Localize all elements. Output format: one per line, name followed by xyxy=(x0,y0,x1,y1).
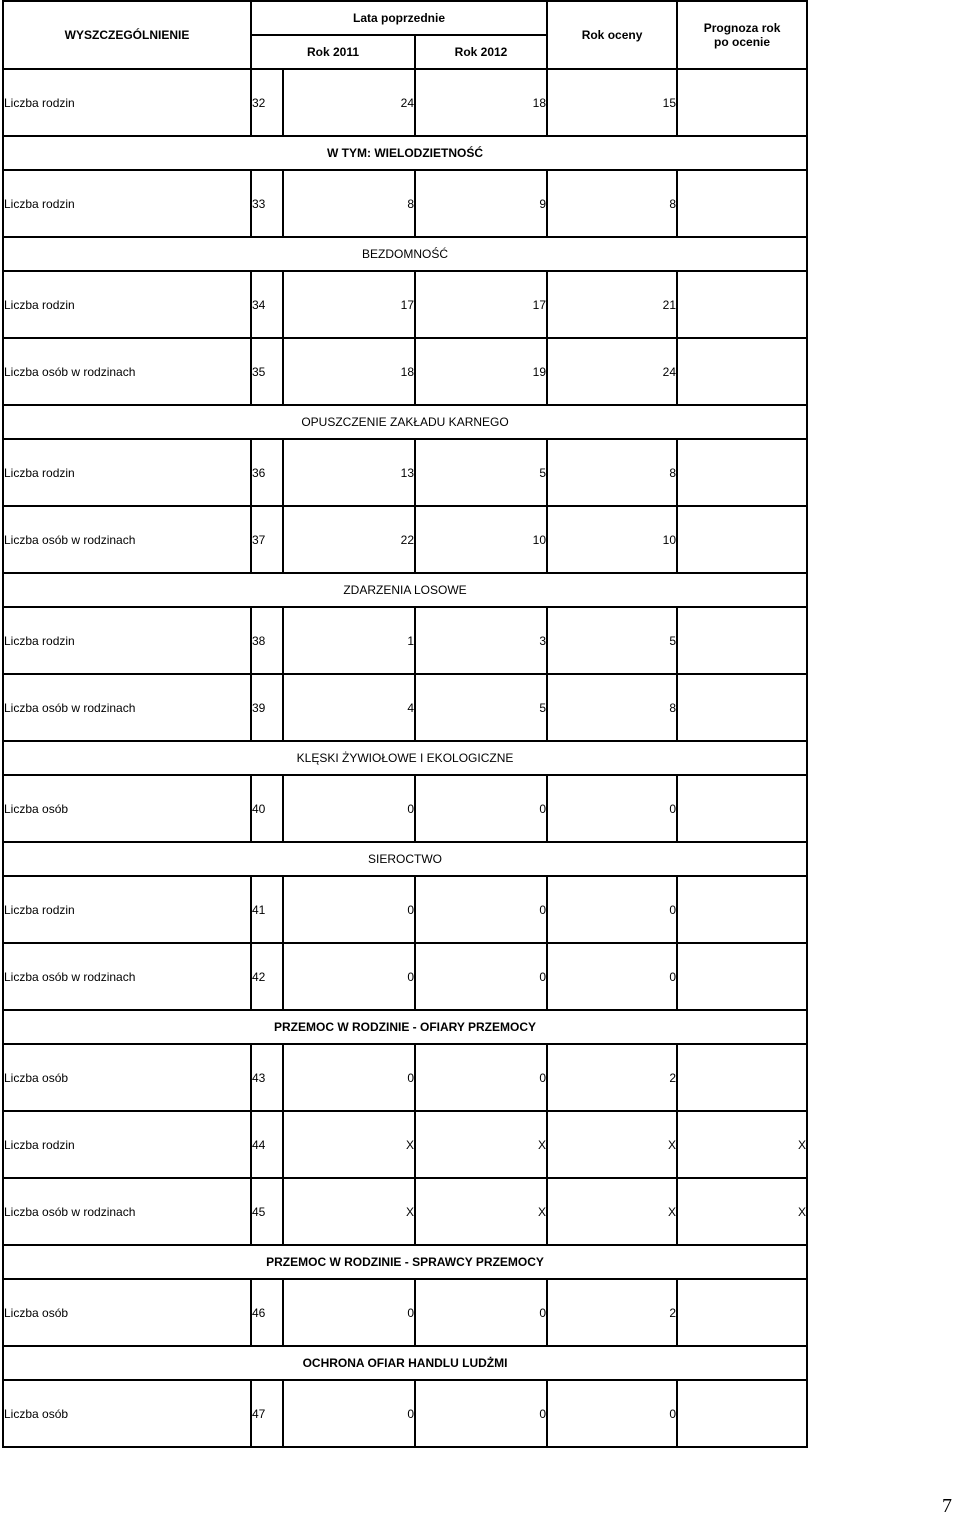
value-forecast xyxy=(677,1044,807,1111)
row-number: 38 xyxy=(251,607,283,674)
value-forecast xyxy=(677,506,807,573)
header-year-2011: Rok 2011 xyxy=(251,35,415,69)
row-number: 46 xyxy=(251,1279,283,1346)
row-label: Liczba osób w rodzinach xyxy=(3,943,251,1010)
value-2011: X xyxy=(283,1178,415,1245)
value-evaluation-year: 0 xyxy=(547,876,677,943)
row-label: Liczba rodzin xyxy=(3,607,251,674)
header-forecast-line1: Prognoza rok xyxy=(703,21,781,35)
section-row xyxy=(3,136,807,170)
value-2012: X xyxy=(415,1111,547,1178)
row-label: Liczba rodzin xyxy=(3,876,251,943)
value-forecast: X xyxy=(677,1178,807,1245)
table-row xyxy=(3,439,807,506)
section-title: ZDARZENIA LOSOWE xyxy=(3,573,807,607)
table-header xyxy=(3,1,807,69)
section-row xyxy=(3,1245,807,1279)
value-forecast xyxy=(677,943,807,1010)
section-title: OPUSZCZENIE ZAKŁADU KARNEGO xyxy=(3,405,807,439)
row-number: 43 xyxy=(251,1044,283,1111)
value-2012: 0 xyxy=(415,1279,547,1346)
row-number: 35 xyxy=(251,338,283,405)
value-evaluation-year: X xyxy=(547,1111,677,1178)
row-label: Liczba rodzin xyxy=(3,69,251,136)
table-row xyxy=(3,170,807,237)
value-evaluation-year: 8 xyxy=(547,674,677,741)
row-label: Liczba rodzin xyxy=(3,271,251,338)
value-forecast xyxy=(677,271,807,338)
table-row xyxy=(3,506,807,573)
value-evaluation-year: 2 xyxy=(547,1279,677,1346)
table-row xyxy=(3,674,807,741)
value-2011: 1 xyxy=(283,607,415,674)
value-forecast xyxy=(677,607,807,674)
table-row xyxy=(3,338,807,405)
value-2011: 0 xyxy=(283,1279,415,1346)
value-2011: 0 xyxy=(283,943,415,1010)
value-2012: 9 xyxy=(415,170,547,237)
value-2012: 5 xyxy=(415,674,547,741)
section-title: BEZDOMNOŚĆ xyxy=(3,237,807,271)
value-2012: 19 xyxy=(415,338,547,405)
value-2012: 0 xyxy=(415,775,547,842)
row-label: Liczba rodzin xyxy=(3,170,251,237)
section-title: OCHRONA OFIAR HANDLU LUDŻMI xyxy=(3,1346,807,1380)
value-forecast: X xyxy=(677,1111,807,1178)
value-2011: 22 xyxy=(283,506,415,573)
section-row xyxy=(3,237,807,271)
value-forecast xyxy=(677,876,807,943)
section-row xyxy=(3,1010,807,1044)
value-evaluation-year: 0 xyxy=(547,775,677,842)
row-number: 47 xyxy=(251,1380,283,1447)
value-evaluation-year: 0 xyxy=(547,1380,677,1447)
table-row xyxy=(3,1178,807,1245)
value-forecast xyxy=(677,338,807,405)
table-row xyxy=(3,69,807,136)
value-2011: 8 xyxy=(283,170,415,237)
section-title: SIEROCTWO xyxy=(3,842,807,876)
value-2012: 0 xyxy=(415,943,547,1010)
row-number: 39 xyxy=(251,674,283,741)
page-number: 7 xyxy=(942,1495,952,1517)
section-row xyxy=(3,405,807,439)
table-row xyxy=(3,607,807,674)
row-number: 33 xyxy=(251,170,283,237)
value-evaluation-year: 24 xyxy=(547,338,677,405)
table-row xyxy=(3,271,807,338)
value-2012: X xyxy=(415,1178,547,1245)
value-evaluation-year: 10 xyxy=(547,506,677,573)
value-2012: 0 xyxy=(415,1380,547,1447)
row-number: 36 xyxy=(251,439,283,506)
value-evaluation-year: 2 xyxy=(547,1044,677,1111)
value-forecast xyxy=(677,439,807,506)
row-number: 45 xyxy=(251,1178,283,1245)
row-label: Liczba osób w rodzinach xyxy=(3,338,251,405)
row-label: Liczba rodzin xyxy=(3,439,251,506)
value-2011: 0 xyxy=(283,876,415,943)
table-row xyxy=(3,1279,807,1346)
value-2012: 18 xyxy=(415,69,547,136)
row-label: Liczba osób xyxy=(3,1279,251,1346)
table-row xyxy=(3,1044,807,1111)
section-title: PRZEMOC W RODZINIE - OFIARY PRZEMOCY xyxy=(3,1010,807,1044)
row-number: 41 xyxy=(251,876,283,943)
value-forecast xyxy=(677,674,807,741)
row-number: 34 xyxy=(251,271,283,338)
row-label: Liczba osób w rodzinach xyxy=(3,674,251,741)
row-label: Liczba rodzin xyxy=(3,1111,251,1178)
value-evaluation-year: X xyxy=(547,1178,677,1245)
row-label: Liczba osób xyxy=(3,1044,251,1111)
value-2012: 10 xyxy=(415,506,547,573)
value-forecast xyxy=(677,69,807,136)
value-2011: 0 xyxy=(283,775,415,842)
value-2012: 0 xyxy=(415,876,547,943)
row-number: 44 xyxy=(251,1111,283,1178)
value-2011: 17 xyxy=(283,271,415,338)
value-2011: 0 xyxy=(283,1044,415,1111)
value-2011: 0 xyxy=(283,1380,415,1447)
section-row xyxy=(3,842,807,876)
value-2012: 17 xyxy=(415,271,547,338)
value-evaluation-year: 15 xyxy=(547,69,677,136)
value-forecast xyxy=(677,170,807,237)
table-row xyxy=(3,943,807,1010)
value-forecast xyxy=(677,775,807,842)
value-evaluation-year: 8 xyxy=(547,439,677,506)
row-number: 40 xyxy=(251,775,283,842)
row-number: 42 xyxy=(251,943,283,1010)
header-previous-years: Lata poprzednie xyxy=(251,1,547,35)
table-row xyxy=(3,1380,807,1447)
value-forecast xyxy=(677,1279,807,1346)
row-label: Liczba osób w rodzinach xyxy=(3,1178,251,1245)
table-row xyxy=(3,775,807,842)
value-evaluation-year: 8 xyxy=(547,170,677,237)
section-row xyxy=(3,1346,807,1380)
value-forecast xyxy=(677,1380,807,1447)
table-row xyxy=(3,1111,807,1178)
row-number: 37 xyxy=(251,506,283,573)
table-row xyxy=(3,876,807,943)
section-title: PRZEMOC W RODZINIE - SPRAWCY PRZEMOCY xyxy=(3,1245,807,1279)
header-description: WYSZCZEGÓLNIENIE xyxy=(3,1,251,69)
header-forecast-line2: po ocenie xyxy=(714,35,771,49)
value-evaluation-year: 21 xyxy=(547,271,677,338)
value-evaluation-year: 5 xyxy=(547,607,677,674)
row-number: 32 xyxy=(251,69,283,136)
value-2011: 18 xyxy=(283,338,415,405)
header-year-2012: Rok 2012 xyxy=(415,35,547,69)
section-row xyxy=(3,741,807,775)
row-label: Liczba osób xyxy=(3,1380,251,1447)
value-2011: 24 xyxy=(283,69,415,136)
value-2012: 3 xyxy=(415,607,547,674)
value-2011: 13 xyxy=(283,439,415,506)
section-title: KLĘSKI ŻYWIOŁOWE I EKOLOGICZNE xyxy=(3,741,807,775)
value-2011: 4 xyxy=(283,674,415,741)
value-evaluation-year: 0 xyxy=(547,943,677,1010)
section-title: W TYM: WIELODZIETNOŚĆ xyxy=(3,136,807,170)
value-2012: 5 xyxy=(415,439,547,506)
header-evaluation-year: Rok oceny xyxy=(547,1,677,69)
report-table xyxy=(2,0,808,1448)
value-2012: 0 xyxy=(415,1044,547,1111)
table-body xyxy=(3,69,807,1447)
row-label: Liczba osób w rodzinach xyxy=(3,506,251,573)
value-2011: X xyxy=(283,1111,415,1178)
section-row xyxy=(3,573,807,607)
row-label: Liczba osób xyxy=(3,775,251,842)
header-forecast xyxy=(677,1,807,69)
